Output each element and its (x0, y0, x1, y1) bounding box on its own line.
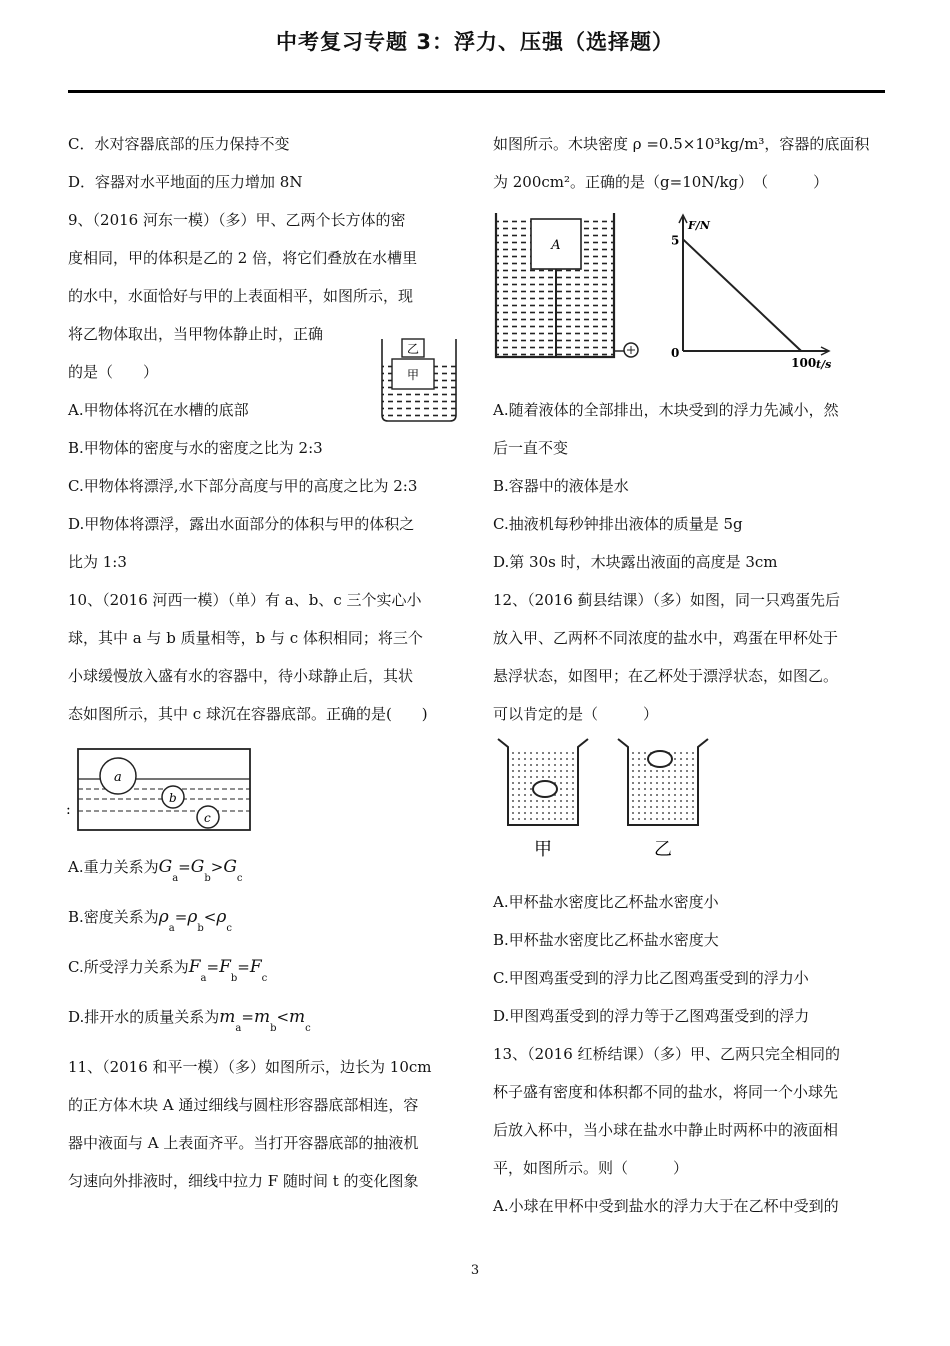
x-tick-label: 100 (791, 356, 817, 370)
q13-line: 杯子盛有密度和体积都不同的盐水，将同一个小球先 (493, 1083, 839, 1101)
q10-option-b: B.密度关系为$\rho_a=\rho_b<\rho_c$ (68, 907, 232, 934)
q11-line: 11、（2016 和平一模）（多）如图所示，边长为 10cm (68, 1058, 432, 1076)
figure-marker: : (66, 802, 71, 818)
q12-line: 放入甲、乙两杯不同浓度的盐水中，鸡蛋在甲杯处于 (493, 629, 839, 647)
page-title: 中考复习专题 3：浮力、压强（选择题） (276, 30, 674, 54)
page-number: 3 (470, 1263, 480, 1278)
egg-jia (533, 781, 557, 797)
q10-option-c: C.所受浮力关系为$F_a=F_b=F_c$ (68, 957, 268, 984)
right-column (493, 125, 888, 1225)
force-line (683, 239, 801, 351)
egg-yi (648, 751, 672, 767)
q11-option-c: C.抽液机每秒钟排出液体的质量是 5g (493, 515, 743, 533)
q12-option-b: B.甲杯盐水密度比乙杯盐水密度大 (493, 931, 719, 949)
q10-line: 球，其中 a 与 b 质量相等，b 与 c 体积相同；将三个 (68, 629, 423, 647)
q10-figure (68, 733, 463, 848)
block-a-label: A (551, 238, 561, 253)
q11-line: 器中液面与 A 上表面齐平。当打开容器底部的抽液机 (68, 1134, 419, 1152)
y-axis-label: F/N (688, 219, 710, 232)
y-tick-label: 5 (671, 233, 680, 248)
q9-line: 度相同，甲的体积是乙的 2 倍，将它们叠放在水槽里 (68, 249, 418, 267)
q11-line: 的正方体木块 A 通过细线与圆柱形容器底部相连，容 (68, 1096, 419, 1114)
q13-option-a: A.小球在甲杯中受到盐水的浮力大于在乙杯中受到的 (493, 1197, 839, 1215)
q8-option-d: D．容器对水平地面的压力增加 8N (68, 173, 303, 191)
q13-line: 后放入杯中，当小球在盐水中静止时两杯中的液面相 (493, 1121, 839, 1139)
q10-line: 态如图所示，其中 c 球沉在容器底部。正确的是( ) (68, 705, 428, 723)
q10-option-d: D.排开水的质量关系为$m_a=m_b<m_c$ (68, 1007, 311, 1034)
q9-line: 将乙物体取出，当甲物体静止时，正确 (68, 325, 324, 343)
q11-figure (493, 201, 888, 391)
q8-option-c: C．水对容器底部的压力保持不变 (68, 135, 290, 153)
ball-a-label: a (114, 770, 122, 785)
q9-option-d: D.甲物体将漂浮，露出水面部分的体积与甲的体积之 (68, 515, 415, 533)
f-t-chart (658, 211, 858, 371)
q12-cups-diagram (493, 733, 733, 873)
q10-option-a: A.重力关系为$G_a=G_b>G_c$ (68, 857, 243, 884)
q12-line: 悬浮状态，如图甲；在乙杯处于漂浮状态，如图乙。 (493, 667, 839, 685)
q12-option-d: D.甲图鸡蛋受到的浮力等于乙图鸡蛋受到的浮力 (493, 1007, 810, 1025)
label-jia: 甲 (406, 368, 420, 382)
q11-line: 匀速向外排液时，细线中拉力 F 随时间 t 的变化图象 (68, 1172, 419, 1190)
q10-line: 10、（2016 河西一模）（单）有 a、b、c 三个实心小 (68, 591, 422, 609)
q11-line: 为 200cm²。正确的是（g=10N/kg） （ ） (493, 173, 829, 191)
q11-option-b: B.容器中的液体是水 (493, 477, 629, 495)
q9-option-b: B.甲物体的密度与水的密度之比为 2:3 (68, 439, 323, 457)
q11-option-a-cont: 后一直不变 (493, 439, 569, 457)
ball-c-label: c (204, 811, 211, 825)
q9-option-d-cont: 比为 1:3 (68, 553, 127, 571)
q10-balls-diagram (68, 743, 288, 843)
x-axis-label: t/s (816, 358, 832, 371)
q12-option-a: A.甲杯盐水密度比乙杯盐水密度小 (493, 893, 719, 911)
q12-line: 12、（2016 蓟县结课）（多）如图，同一只鸡蛋先后 (493, 591, 841, 609)
label-yi: 乙 (406, 342, 420, 356)
left-column (68, 125, 463, 1200)
q9-line: 9、（2016 河东一模）（多）甲、乙两个长方体的密 (68, 211, 406, 229)
cup-yi-label: 乙 (654, 839, 672, 860)
q11-line: 如图所示。木块密度 ρ =0.5×10³kg/m³，容器的底面积 (493, 135, 870, 153)
q13-line: 平，如图所示。则（ ） (493, 1159, 689, 1177)
q12-figure (493, 733, 888, 883)
q12-option-c: C.甲图鸡蛋受到的浮力比乙图鸡蛋受到的浮力小 (493, 969, 809, 987)
q9-option-a: A.甲物体将沉在水槽的底部 (68, 401, 249, 419)
header-rule (68, 90, 885, 93)
q11-option-a: A.随着液体的全部排出，木块受到的浮力先减小，然 (493, 401, 839, 419)
q13-line: 13、（2016 红桥结课）（多）甲、乙两只完全相同的 (493, 1045, 841, 1063)
q11-option-d: D.第 30s 时，木块露出液面的高度是 3cm (493, 553, 778, 571)
q9-line: 的是（ ） (68, 363, 159, 381)
q9-option-c: C.甲物体将漂浮,水下部分高度与甲的高度之比为 2:3 (68, 477, 418, 495)
q9-line: 的水中，水面恰好与甲的上表面相平，如图所示，现 (68, 287, 414, 305)
q12-line: 可以肯定的是（ ） (493, 705, 659, 723)
q9-beaker-figure (378, 335, 460, 425)
cup-jia-label: 甲 (534, 839, 552, 860)
origin-label: 0 (671, 346, 680, 360)
ball-b-label: b (169, 791, 177, 805)
q10-line: 小球缓慢放入盛有水的容器中，待小球静止后，其状 (68, 667, 414, 685)
